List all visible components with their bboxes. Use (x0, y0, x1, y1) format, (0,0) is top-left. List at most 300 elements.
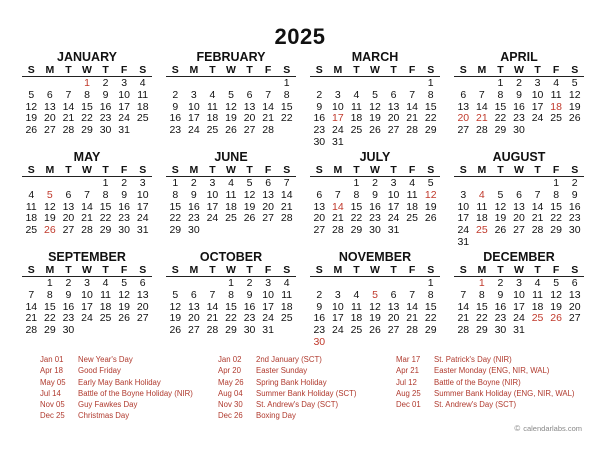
holiday-day-cell: 26 (44, 224, 56, 237)
weekday-label: W (370, 64, 380, 76)
day-cell: 23 (243, 312, 256, 325)
day-grid (454, 277, 584, 337)
day-cell: 6 (571, 277, 578, 289)
holiday-date: Mar 17 (396, 355, 421, 364)
weekday-label: T (209, 64, 216, 76)
month-name: JULY (359, 150, 391, 164)
day-cell: 30 (243, 324, 256, 337)
weekday-header (454, 264, 584, 277)
day-cell: 10 (332, 100, 344, 113)
weekday-label: S (571, 64, 579, 76)
day-cell: 3 (390, 177, 397, 189)
holiday-row (396, 354, 580, 365)
day-cell: 4 (209, 88, 216, 101)
day-cell: 16 (169, 112, 182, 125)
weekday-label: T (534, 264, 541, 276)
weekday-label: S (171, 264, 179, 276)
weekday-label: W (226, 64, 236, 76)
holiday-day-cell: 12 (424, 188, 437, 201)
day-cell: 28 (476, 124, 488, 137)
day-cell: 11 (225, 188, 237, 201)
day-cell: 19 (424, 200, 437, 213)
day-cell: 9 (516, 88, 522, 101)
weekday-label: T (390, 64, 397, 76)
day-cell: 16 (513, 100, 525, 113)
day-cell: 14 (62, 100, 75, 113)
day-cell: 14 (406, 100, 418, 113)
day-cell: 16 (99, 100, 112, 113)
day-cell: 9 (172, 100, 179, 113)
weekday-label: F (264, 64, 272, 76)
month-july (310, 150, 440, 250)
day-cell: 17 (81, 300, 93, 313)
day-cell: 22 (44, 312, 56, 325)
weekday-label: T (534, 164, 541, 176)
day-cell: 20 (136, 300, 149, 313)
day-cell: 14 (280, 188, 293, 201)
day-cell: 10 (262, 288, 274, 301)
weekday-label: W (370, 264, 380, 276)
weekday-label: S (315, 264, 323, 276)
day-cell: 18 (25, 212, 38, 225)
day-cell: 5 (571, 77, 578, 89)
day-cell: 2 (65, 277, 72, 289)
day-cell: 30 (313, 135, 326, 148)
day-cell: 22 (424, 112, 437, 125)
day-cell: 22 (81, 112, 93, 125)
day-cell: 6 (65, 188, 72, 201)
holiday-day-cell: 4 (478, 188, 485, 201)
month-may (22, 150, 152, 250)
day-cell: 27 (313, 224, 326, 237)
weekday-label: T (246, 264, 253, 276)
weekday-label: T (209, 264, 216, 276)
day-cell: 7 (478, 88, 485, 101)
day-cell: 15 (350, 200, 363, 213)
day-cell: 5 (228, 88, 234, 101)
month-name: FEBRUARY (196, 50, 266, 64)
day-cell: 19 (494, 212, 507, 225)
holiday-date: Apr 20 (218, 366, 241, 376)
day-cell: 9 (121, 188, 128, 201)
day-cell: 25 (225, 212, 237, 225)
month-name: JUNE (214, 150, 248, 164)
weekday-label: T (246, 64, 253, 76)
day-cell: 13 (387, 100, 400, 113)
day-cell: 10 (188, 100, 200, 113)
day-cell: 8 (427, 88, 434, 101)
year-title: 2025 (274, 24, 326, 49)
holiday-name: Battle of the Boyne (NIR) (434, 377, 521, 387)
weekday-label: T (102, 264, 109, 276)
day-cell: 10 (387, 188, 400, 201)
day-cell: 19 (243, 200, 256, 213)
day-cell: 25 (206, 124, 219, 137)
day-cell: 2 (102, 77, 109, 89)
day-cell: 5 (553, 277, 560, 289)
day-cell: 6 (265, 177, 272, 189)
weekday-label: W (514, 264, 524, 276)
month-name: OCTOBER (199, 250, 263, 264)
day-cell: 3 (460, 188, 467, 201)
day-cell: 10 (206, 188, 219, 201)
day-cell: 24 (81, 312, 93, 325)
weekday-label: W (514, 64, 524, 76)
day-cell: 11 (406, 188, 418, 201)
holiday-date: Aug 04 (218, 388, 243, 398)
day-cell: 6 (190, 288, 197, 301)
weekday-label: S (283, 64, 291, 76)
holiday-name: Summer Bank Holiday (SCT) (256, 388, 357, 398)
day-cell: 19 (44, 212, 56, 225)
day-cell: 14 (457, 300, 470, 313)
holiday-row (218, 410, 396, 421)
day-cell: 21 (81, 212, 93, 225)
day-cell: 28 (262, 124, 274, 137)
day-cell: 8 (283, 88, 290, 101)
weekday-label: S (427, 264, 435, 276)
weekday-label: W (226, 264, 236, 276)
weekday-label: F (552, 64, 560, 76)
day-cell: 30 (568, 224, 581, 237)
holiday-row (218, 354, 396, 365)
day-cell: 17 (513, 300, 525, 313)
day-cell: 7 (283, 177, 290, 189)
holiday-name: 2nd January (SCT) (256, 355, 322, 364)
day-cell: 25 (25, 224, 38, 237)
weekday-label: M (45, 64, 55, 76)
day-cell: 1 (102, 177, 109, 189)
day-cell: 11 (281, 288, 293, 301)
day-cell: 24 (332, 124, 344, 137)
day-cell: 26 (494, 224, 507, 237)
day-cell: 1 (427, 277, 434, 289)
holiday-name: St. Andrew's Day (SCT) (434, 400, 517, 410)
month-september (22, 250, 152, 350)
weekday-label: S (139, 264, 147, 276)
holiday-row (40, 399, 218, 410)
day-cell: 9 (190, 188, 197, 201)
weekday-label: M (45, 264, 55, 276)
holiday-date: Aug 25 (396, 388, 421, 398)
month-january (22, 50, 152, 150)
day-cell: 29 (476, 324, 488, 337)
day-cell: 13 (262, 188, 274, 201)
day-cell: 14 (476, 100, 488, 113)
day-cell: 27 (44, 124, 56, 137)
day-cell: 7 (28, 288, 35, 301)
day-cell: 20 (513, 212, 525, 225)
day-cell: 8 (553, 188, 560, 201)
day-cell: 12 (568, 88, 581, 101)
weekday-header (310, 164, 440, 177)
day-cell: 9 (65, 288, 72, 301)
day-cell: 16 (62, 300, 75, 313)
day-grid (22, 177, 152, 237)
day-cell: 13 (568, 288, 581, 301)
day-cell: 4 (353, 88, 360, 101)
day-cell: 7 (65, 88, 72, 101)
day-cell: 12 (118, 288, 130, 301)
day-cell: 22 (476, 312, 488, 325)
weekday-label: T (353, 264, 360, 276)
day-cell: 10 (531, 88, 544, 101)
day-cell: 20 (387, 312, 400, 325)
holiday-day-cell: 25 (476, 224, 488, 237)
day-cell: 3 (534, 77, 541, 89)
day-cell: 3 (265, 277, 272, 289)
day-cell: 2 (497, 277, 504, 289)
weekday-label: M (477, 164, 487, 176)
weekday-label: S (459, 64, 467, 76)
day-cell: 28 (280, 212, 293, 225)
holiday-date: Dec 01 (396, 400, 421, 410)
day-cell: 12 (169, 300, 182, 313)
holiday-name: Easter Monday (ENG, NIR, WAL) (434, 366, 550, 376)
day-cell: 22 (550, 212, 562, 225)
day-cell: 24 (136, 212, 149, 225)
day-cell: 15 (225, 300, 237, 313)
day-cell: 20 (262, 200, 274, 213)
weekday-label: S (427, 64, 435, 76)
day-cell: 10 (118, 88, 130, 101)
day-cell: 11 (350, 300, 362, 313)
day-cell: 20 (387, 112, 400, 125)
day-cell: 27 (513, 224, 525, 237)
copyright-icon: © (514, 424, 521, 433)
day-cell: 1 (228, 277, 234, 289)
weekday-header (22, 264, 152, 277)
day-cell: 2 (246, 277, 253, 289)
holiday-day-cell: 1 (84, 77, 90, 89)
month-name: NOVEMBER (338, 250, 412, 264)
day-cell: 18 (476, 212, 488, 225)
day-cell: 2 (190, 177, 197, 189)
day-cell: 4 (353, 288, 360, 301)
day-cell: 14 (406, 300, 418, 313)
month-february (166, 50, 296, 150)
day-cell: 3 (334, 88, 341, 101)
weekday-label: S (27, 164, 35, 176)
day-cell: 16 (243, 300, 256, 313)
day-cell: 23 (99, 112, 112, 125)
weekday-label: T (65, 64, 72, 76)
holiday-date: May 26 (218, 377, 244, 387)
weekday-label: S (283, 164, 291, 176)
month-march (310, 50, 440, 150)
weekday-label: F (408, 264, 416, 276)
holiday-name: Good Friday (78, 366, 121, 376)
day-cell: 29 (81, 124, 93, 137)
weekday-label: M (333, 264, 343, 276)
day-cell: 4 (139, 77, 146, 89)
day-cell: 24 (531, 112, 544, 125)
day-cell: 31 (136, 224, 149, 237)
month-name: SEPTEMBER (48, 250, 126, 264)
weekday-label: S (459, 264, 467, 276)
day-cell: 18 (350, 112, 363, 125)
day-cell: 11 (100, 288, 112, 301)
day-cell: 19 (25, 112, 38, 125)
day-cell: 14 (25, 300, 38, 313)
day-cell: 2 (316, 288, 323, 301)
day-cell: 13 (44, 100, 56, 113)
weekday-label: S (139, 164, 147, 176)
day-cell: 20 (188, 312, 200, 325)
day-cell: 18 (206, 112, 219, 125)
weekday-label: W (82, 164, 92, 176)
day-cell: 3 (516, 277, 522, 289)
weekday-label: T (209, 164, 216, 176)
weekday-header (166, 264, 296, 277)
weekday-label: T (246, 164, 253, 176)
day-cell: 15 (476, 300, 488, 313)
day-cell: 24 (457, 224, 470, 237)
day-cell: 27 (243, 124, 256, 137)
holiday-row (40, 377, 218, 388)
day-cell: 26 (169, 324, 182, 337)
month-name: JANUARY (57, 50, 117, 64)
weekday-label: M (45, 164, 55, 176)
day-cell: 17 (136, 200, 149, 213)
day-cell: 3 (139, 177, 146, 189)
day-cell: 13 (136, 288, 149, 301)
day-cell: 16 (313, 112, 326, 125)
day-cell: 19 (118, 300, 130, 313)
day-cell: 13 (313, 200, 326, 213)
weekday-label: M (477, 264, 487, 276)
weekday-label: W (82, 264, 92, 276)
day-cell: 22 (169, 212, 182, 225)
day-cell: 27 (62, 224, 75, 237)
holiday-day-cell: 21 (476, 112, 488, 125)
day-cell: 15 (81, 100, 93, 113)
weekday-label: S (427, 164, 435, 176)
day-cell: 17 (457, 212, 470, 225)
day-cell: 28 (25, 324, 38, 337)
holiday-column (218, 354, 396, 422)
holiday-day-cell: 17 (332, 112, 344, 125)
day-cell: 6 (46, 88, 53, 101)
day-cell: 12 (494, 200, 507, 213)
day-cell: 13 (513, 200, 525, 213)
weekday-label: T (390, 264, 397, 276)
day-cell: 2 (121, 177, 128, 189)
day-grid (166, 277, 296, 337)
day-cell: 17 (332, 312, 344, 325)
day-cell: 28 (206, 324, 219, 337)
day-cell: 22 (424, 312, 437, 325)
day-cell: 23 (188, 212, 200, 225)
day-cell: 23 (313, 324, 326, 337)
holiday-row (218, 365, 396, 376)
day-cell: 27 (387, 324, 400, 337)
weekday-label: F (120, 164, 128, 176)
weekday-header (310, 264, 440, 277)
day-cell: 17 (118, 100, 130, 113)
weekday-label: W (82, 64, 92, 76)
weekday-label: S (27, 64, 35, 76)
day-cell: 1 (283, 77, 290, 89)
holiday-row (396, 377, 580, 388)
weekday-label: T (497, 64, 504, 76)
weekday-label: F (120, 264, 128, 276)
day-cell: 24 (188, 124, 200, 137)
day-cell: 3 (190, 88, 197, 101)
day-cell: 27 (568, 312, 581, 325)
day-cell: 29 (99, 224, 112, 237)
day-cell: 23 (369, 212, 381, 225)
holiday-name: Easter Sunday (256, 366, 308, 376)
day-cell: 13 (457, 100, 470, 113)
day-cell: 4 (102, 277, 109, 289)
holiday-row (40, 410, 218, 421)
day-cell: 18 (136, 100, 149, 113)
brand-text: calendarlabs.com (523, 424, 582, 433)
holiday-name: Christmas Day (78, 411, 130, 421)
day-cell: 16 (568, 200, 581, 213)
day-cell: 3 (121, 77, 128, 89)
day-cell: 20 (44, 112, 56, 125)
day-cell: 13 (62, 200, 75, 213)
day-cell: 17 (387, 200, 400, 213)
day-cell: 11 (476, 200, 488, 213)
day-grid (454, 77, 584, 137)
day-cell: 27 (457, 124, 470, 137)
day-cell: 19 (550, 300, 562, 313)
month-august (454, 150, 584, 250)
day-cell: 2 (516, 77, 522, 89)
day-cell: 9 (316, 100, 323, 113)
day-cell: 29 (424, 124, 437, 137)
day-cell: 28 (406, 124, 418, 137)
day-cell: 4 (553, 77, 560, 89)
day-cell: 5 (246, 177, 253, 189)
day-cell: 7 (534, 188, 541, 201)
day-cell: 2 (172, 88, 179, 101)
day-cell: 29 (44, 324, 56, 337)
day-grid (166, 177, 296, 237)
day-cell: 4 (534, 277, 541, 289)
day-cell: 23 (62, 312, 75, 325)
weekday-header (454, 164, 584, 177)
day-cell: 26 (25, 124, 38, 137)
day-cell: 2 (571, 177, 578, 189)
day-cell: 2 (372, 177, 378, 189)
holiday-date: Dec 26 (218, 411, 243, 421)
day-cell: 15 (424, 300, 437, 313)
day-cell: 10 (513, 288, 525, 301)
day-cell: 21 (332, 212, 344, 225)
day-cell: 26 (369, 124, 381, 137)
day-cell: 26 (424, 212, 437, 225)
month-june (166, 150, 296, 250)
day-cell: 6 (316, 188, 323, 201)
holiday-row (396, 399, 580, 410)
day-cell: 23 (118, 212, 130, 225)
weekday-label: T (390, 164, 397, 176)
day-cell: 15 (99, 200, 112, 213)
day-cell: 3 (209, 177, 216, 189)
day-cell: 7 (209, 288, 216, 301)
day-cell: 31 (118, 124, 130, 137)
weekday-label: T (534, 64, 541, 76)
day-cell: 15 (44, 300, 56, 313)
holiday-name: Guy Fawkes Day (78, 400, 138, 410)
day-cell: 31 (457, 235, 470, 248)
day-cell: 29 (225, 324, 237, 337)
day-cell: 6 (390, 288, 397, 301)
